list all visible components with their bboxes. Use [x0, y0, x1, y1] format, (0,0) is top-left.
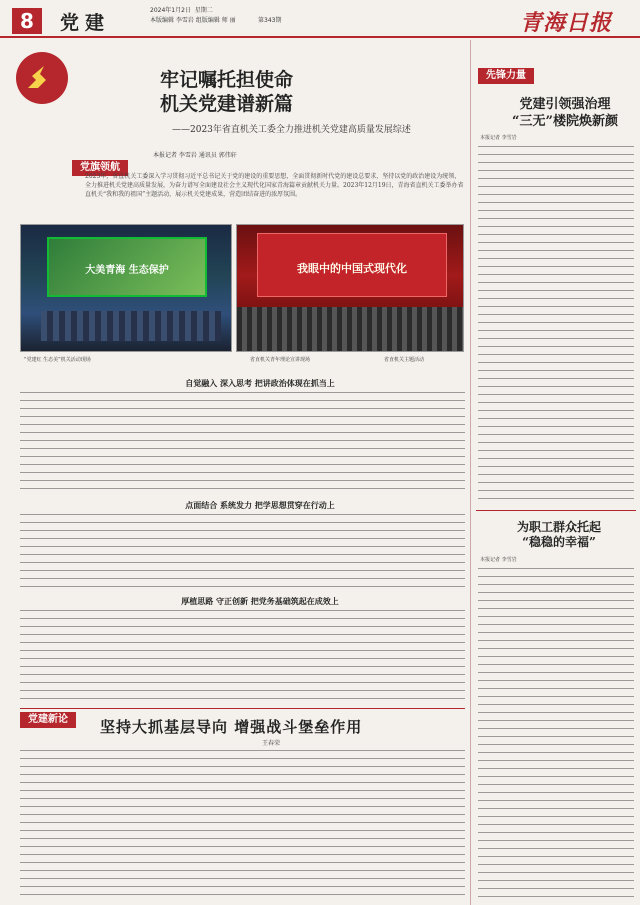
lead-intro: 2023年，省直机关工委深入学习贯彻习近平总书记关于党的建设的重要思想，全面贯彻新时代党的建设总要求，坚持以党的政治建设为统领，全力推进机关党建高质量发展，为奋力谱写全面建设社会主义现代化国家青海篇章贡献机关力量。2023年12月19日，青海省直机关工委举办省直机关“我和我的祖国”主题活动，展示机关党建成果，营造团结奋进的浓厚氛围。: [85, 173, 464, 198]
right-article-2-title: [484, 520, 634, 550]
right-divider: [476, 510, 636, 511]
column-tag-right: 先锋力量: [478, 68, 534, 84]
lead-headline: [160, 68, 450, 116]
newspaper-logo: 青海日报: [520, 10, 613, 36]
issue-date: 2024年1月2日: [150, 7, 191, 14]
issue-weekday: 星期二: [194, 7, 213, 14]
body-text-block-3: [20, 610, 465, 706]
photo-left: [20, 224, 232, 352]
page-editors: 本版编辑 李雪岩 组版编辑 师 丽: [150, 17, 236, 24]
screen-text-right: 我眼中的中国式现代化: [297, 262, 407, 275]
stage-screen-left: [47, 237, 207, 297]
photo-caption-right-2: 省直机关主题活动: [384, 357, 425, 363]
bottom-article-title: 坚持大抓基层导向 增强战斗堡垒作用: [100, 718, 363, 736]
photo-caption-left: “党建红 生态美”机关活动现场: [24, 357, 91, 363]
bottom-article-author: 王春荣: [262, 740, 281, 747]
headline-line-1: 牢记嘱托担使命: [160, 69, 294, 91]
photo-caption-right-1: 省直机关青年理论宣讲现场: [250, 357, 311, 363]
section-name: 党建: [60, 12, 111, 34]
right-article-2-byline: 本报记者 李雪岩: [480, 557, 517, 563]
right-article-1-title-line-2: “三无”楼院焕新颜: [512, 114, 618, 129]
page-number: 8: [12, 8, 42, 34]
party-emblem-icon: [14, 50, 70, 106]
right-article-2-body: [478, 568, 634, 898]
audience: [237, 307, 464, 352]
subtitle-1: 自觉融入 深入思考 把讲政治体现在抓当上: [185, 378, 335, 388]
body-text-block-2: [20, 514, 465, 592]
stage-performers: [41, 311, 221, 341]
headline-line-2: 机关党建谱新篇: [160, 93, 294, 115]
right-article-1-byline: 本报记者 李雪岩: [480, 135, 517, 141]
body-text-block-bottom: [20, 750, 465, 900]
subtitle-3: 厚植思路 守正创新 把党务基础筑起在成效上: [181, 596, 339, 606]
right-article-1-body: [478, 146, 634, 506]
body-text-block-1: [20, 392, 465, 496]
right-article-1-title-line-1: 党建引领强治理: [519, 97, 611, 112]
masthead: [0, 0, 640, 38]
lead-subhead: ——2023年省直机关工委全力推进机关党建高质量发展综述: [172, 125, 411, 135]
right-article-2-title-line-1: 为职工群众托起: [516, 520, 601, 534]
masthead-date: [150, 6, 236, 26]
stage-screen-right: [257, 233, 447, 297]
section-divider: [20, 708, 465, 709]
issue-number: 第343期: [258, 17, 282, 24]
column-tag-bottom: 党建新论: [20, 712, 76, 728]
right-article-2-title-line-2: “稳稳的幸福”: [522, 535, 596, 549]
lead-byline: 本报记者 李雪岩 通讯员 郭伟轩: [153, 152, 237, 159]
photo-right: [236, 224, 464, 352]
screen-text-left: 大美青海 生态保护: [85, 265, 169, 276]
right-article-1-title: [500, 96, 630, 130]
column-tag-left: 党旗领航: [72, 160, 128, 176]
subtitle-2: 点面结合 系统发力 把学思想贯穿在行动上: [185, 500, 335, 510]
